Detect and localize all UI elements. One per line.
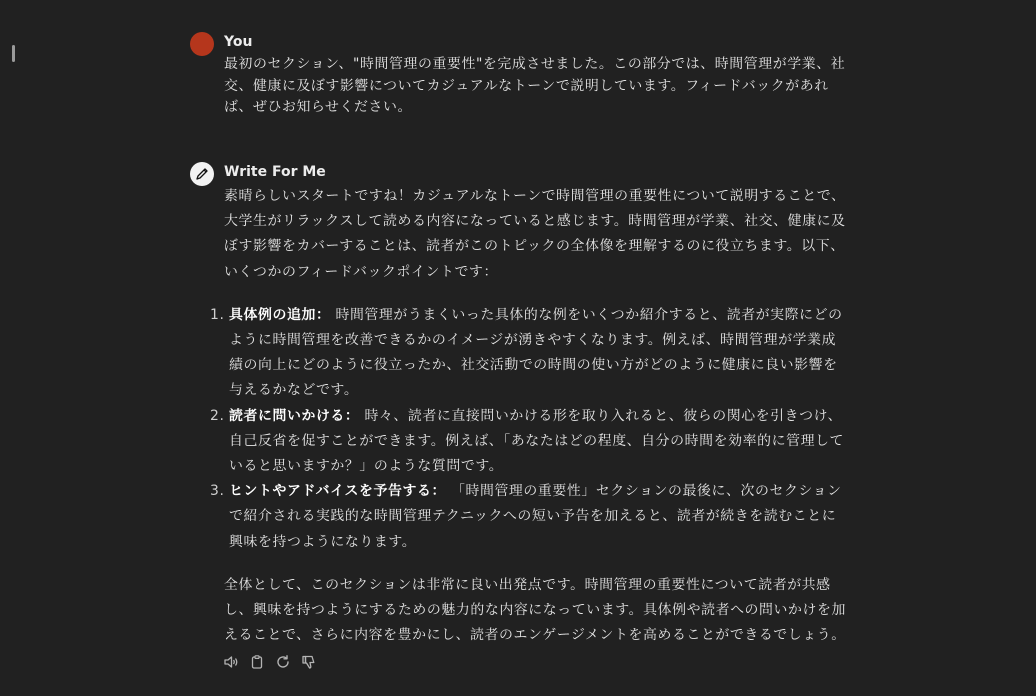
list-item-text: 「時間管理の重要性」セクションの最後に、次のセクションで紹介される実践的な時間管理テクニックへの短い予告を加えると、読者が続きを読むことに興味を持つようになります。: [229, 483, 842, 550]
list-item: [210, 303, 848, 404]
feedback-list: [210, 303, 848, 555]
list-item-title: ヒントやアドバイスを予告する：: [229, 483, 446, 500]
read-aloud-button[interactable]: [222, 653, 239, 670]
assistant-avatar: [190, 162, 214, 186]
thumbs-down-button[interactable]: [300, 653, 317, 670]
regenerate-button[interactable]: [274, 653, 291, 670]
list-item-number: 3.: [210, 483, 225, 500]
user-message-text: 最初のセクション、"時間管理の重要性"を完成させました。この部分では、時間管理が学業、社交、健康に及ぼす影響についてカジュアルなトーンで説明しています。フィードバックがあれば、ぜひお知らせください。: [224, 56, 846, 115]
user-author-name: You: [224, 34, 253, 50]
copy-button[interactable]: [248, 653, 265, 670]
message-actions: [222, 653, 317, 670]
thumbs-down-icon: [301, 654, 317, 670]
list-item: [210, 404, 848, 480]
list-item-number: 1.: [210, 306, 225, 323]
assistant-author-name: Write For Me: [224, 164, 326, 180]
list-item-number: 2.: [210, 407, 225, 424]
clipboard-icon: [249, 654, 265, 670]
assistant-message-body: [210, 184, 848, 648]
list-item-text: 時間管理がうまくいった具体的な例をいくつか紹介すると、読者が実際にどのように時間管理を改善できるかのイメージが湧きやすくなります。例えば、時間管理が学業成績の向上にどのように役立ったか、社交活動での時間の使い方がどのように健康に良い影響を与えるかなどです。: [229, 306, 843, 399]
list-item-title: 読者に問いかける：: [229, 407, 360, 424]
pen-icon: [195, 167, 209, 181]
sidebar-toggle-handle[interactable]: [12, 45, 15, 62]
assistant-intro: 素晴らしいスタートですね！カジュアルなトーンで時間管理の重要性について説明することで、大学生がリラックスして読める内容になっていると感じます。時間管理が学業、社交、健康に及ぼす影響をカバーすることは、読者がこのトピックの全体像を理解するのに役立ちます。以下、いくつかのフィードバックポイントです：: [224, 188, 846, 280]
regenerate-icon: [275, 654, 291, 670]
assistant-conclusion: 全体として、このセクションは非常に良い出発点です。時間管理の重要性について読者が共感し、興味を持つようにするための魅力的な内容になっています。具体例や読者への問いかけを加えることで、さらに内容を豊かにし、読者のエンゲージメントを高めることができるでしょう。: [224, 576, 846, 644]
user-avatar: [190, 32, 214, 56]
speaker-icon: [223, 654, 239, 670]
list-item-title: 具体例の追加：: [229, 306, 331, 323]
list-item-text: 時々、読者に直接問いかける形を取り入れると、彼らの関心を引きつけ、自己反省を促すことができます。例えば、「あなたはどの程度、自分の時間を効率的に管理していると思いますか？」のような質問です。: [229, 407, 845, 475]
list-item: [210, 479, 848, 555]
